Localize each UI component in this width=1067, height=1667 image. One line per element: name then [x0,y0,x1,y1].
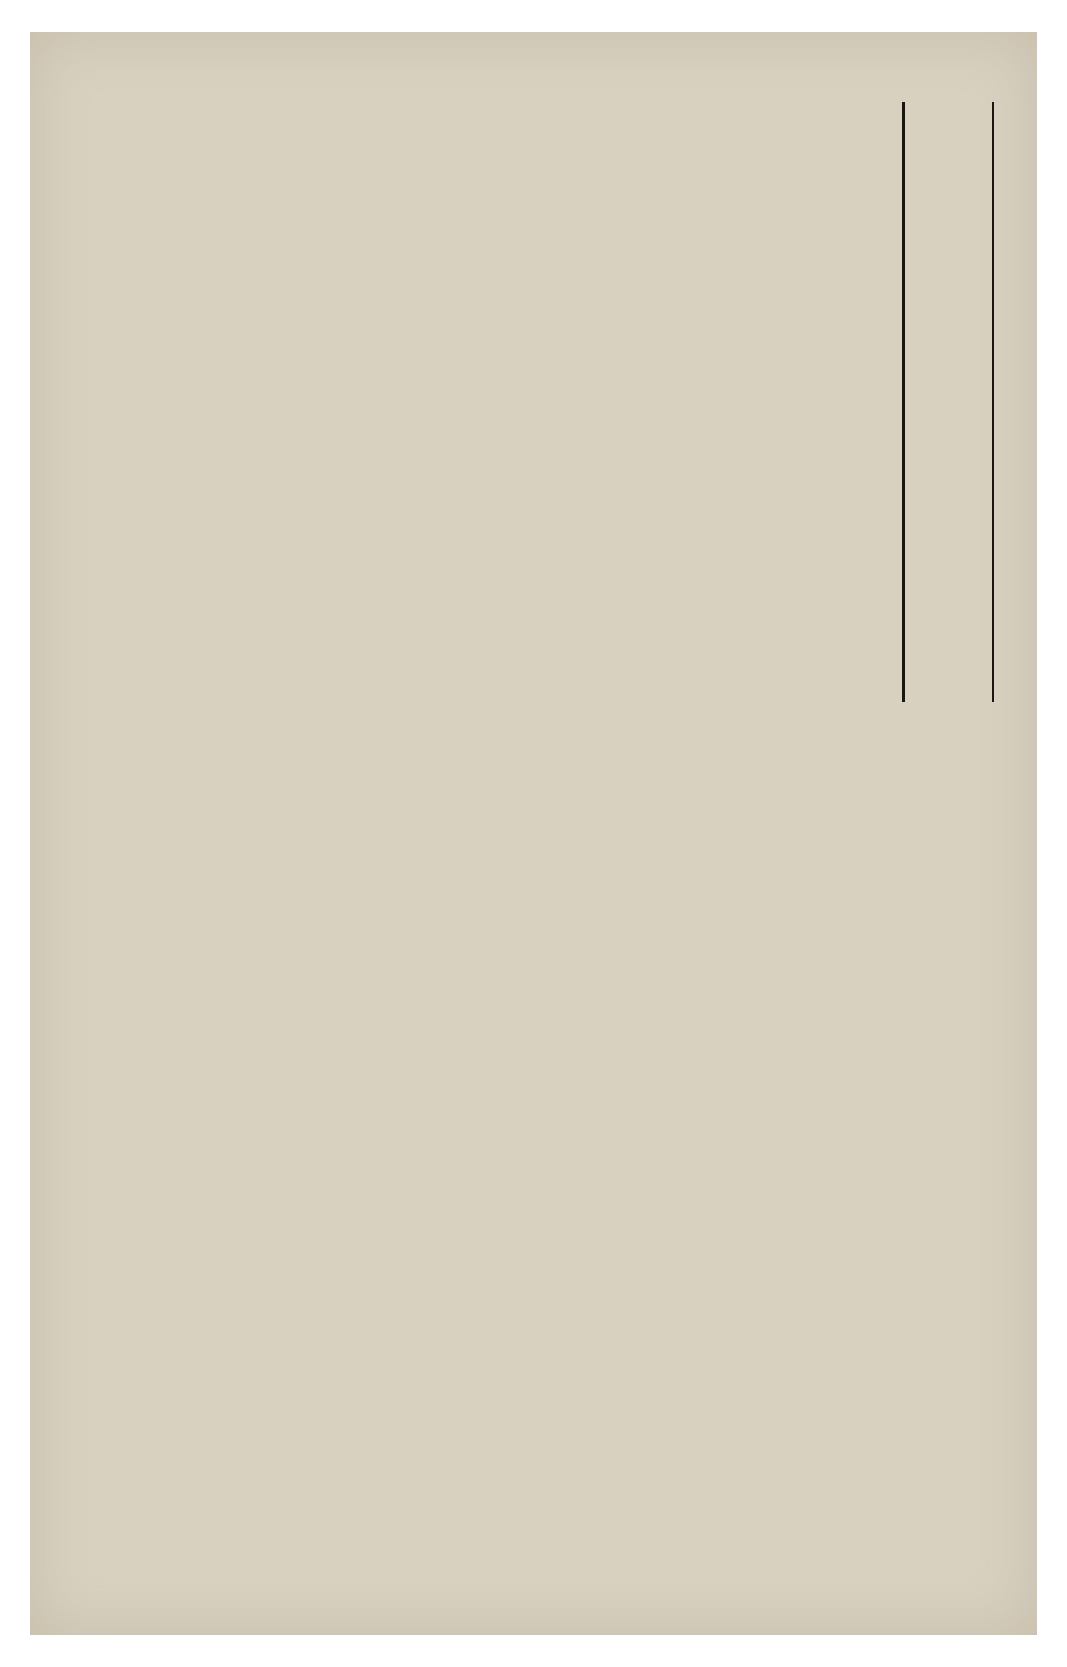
section-title [898,110,994,670]
top-text-block [190,264,810,884]
document-page [30,32,1037,1635]
library-watermark [450,1262,1010,1432]
bottom-text-block [130,890,1010,1590]
